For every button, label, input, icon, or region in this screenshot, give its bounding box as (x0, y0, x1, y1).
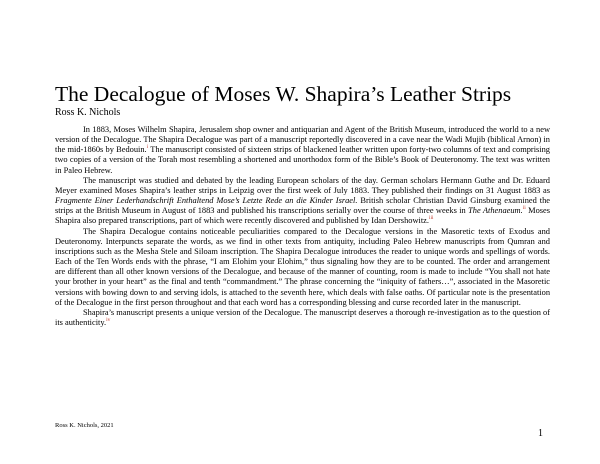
paragraph-3 (55, 227, 550, 308)
footnote-marker[interactable]: iii (428, 215, 434, 222)
document-title: The Decalogue of Moses W. Shapira’s Leather Strips (55, 82, 512, 106)
paragraph-text: British scholar Christian David Ginsburg examined the strips at the British Museum in August of 1883 and published his transcriptions serially over the course of three weeks in (55, 196, 550, 216)
paragraph-text: Moses Shapira also prepared transcriptions, part of which were recently discovered and published by Idan Dershowitz. (55, 206, 550, 226)
paragraph-text: The manuscript was studied and debated by the leading European scholars of the day. German scholars Hermann Guthe and Dr. Eduard Meyer examined Moses Shapira’s leather strips in Leipzig over the first week of July 1883. They published their findings on 31 August 1883 as (55, 175, 550, 195)
italic-title-athenaeum: The Athenaeum. (468, 206, 523, 216)
page-footer: Ross K. Nichols, 2021 (55, 422, 114, 429)
italic-title-fragmente: Fragmente Einer Lederhandschrift Enthaltend Mose’s Letzte Rede an die Kinder Israel. (55, 196, 358, 206)
paragraph-text: The Shapira Decalogue contains noticeable peculiarities compared to the Decalogue versions in the Masoretic texts of Exodus and Deuteronomy. Interpuncts separate the words, as we find in other texts from antiquity, including Paleo Hebrew manuscripts from Qumran and inscriptions such as the Mesha Stele and Siloam inscription. The Shapira Decalogue introduces the reader to unique words and spellings of words. Each of the Ten Words ends with the phrase, “I am Elohim your Elohim,” thus signaling how they are to be counted. The order and arrangement are different than all other known versions of the Decalogue, and because of the manner of counting, room is made to include “You shall not hate your brother in your heart” as the final and tenth “commandment.” The phrase concerning the “iniquity of fathers…”, associated in the Masoretic versions with bowing down to and serving idols, is attached to the seventh here, which deals with false oaths. Of particular note is the presentation of the Decalogue in the first person throughout and that each word has a corresponding blessing and curse recorded later in the manuscript. (55, 226, 550, 307)
paragraph-2 (55, 176, 550, 227)
footnote-marker[interactable]: i (146, 144, 149, 151)
paragraph-text: In 1883, Moses Wilhelm Shapira, Jerusalem shop owner and antiquarian and Agent of the British Museum, introduced the world to a new version of the Decalogue. The Shapira Decalogue was part of a manuscript reportedly discovered in a cave near the Wadi Mujib (biblical Arnon) in the mid-1860s by Bedouin. (55, 125, 550, 155)
paragraph-text: The manuscript consisted of sixteen strips of blackened leather written upon forty-two columns of text and comprising two copies of a version of the Torah most resembling a shortened and unorthodox form of the Bible’s Book of Deuteronomy. The text was written in Paleo Hebrew. (55, 145, 550, 175)
paragraph-4 (55, 308, 550, 328)
paragraph-1 (55, 125, 550, 176)
document-author: Ross K. Nichols (55, 107, 121, 118)
footnote-marker[interactable]: iv (106, 317, 111, 324)
paragraph-text: Shapira’s manuscript presents a unique version of the Decalogue. The manuscript deserves a thorough re-investigation as to the question of its authenticity. (55, 307, 550, 327)
footnote-marker[interactable]: ii (522, 205, 526, 212)
page-number: 1 (538, 428, 543, 439)
document-body (55, 125, 550, 328)
